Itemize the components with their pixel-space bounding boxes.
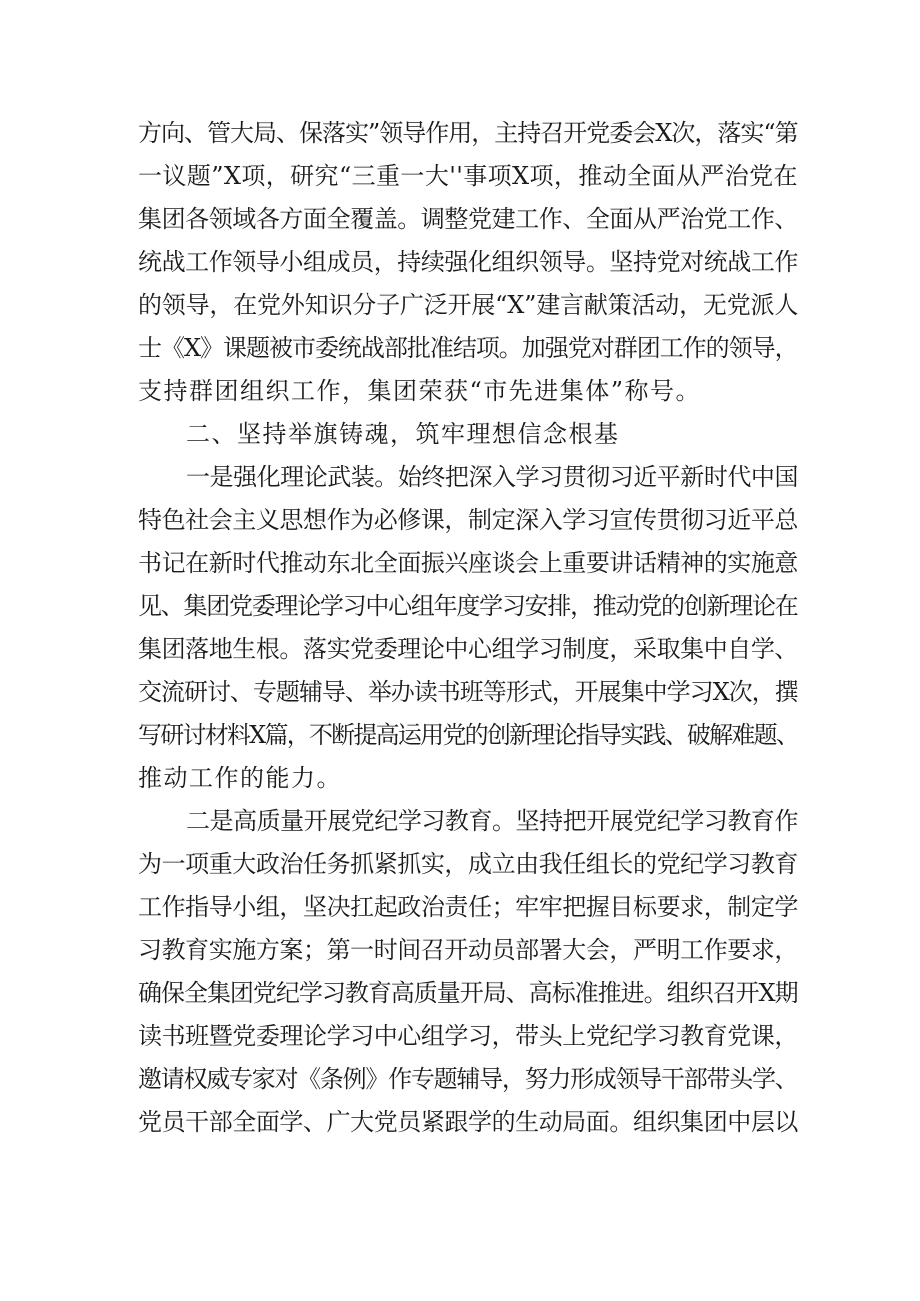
paragraph-party-leadership: [138, 112, 798, 413]
paragraph-discipline-education: [138, 800, 798, 1144]
text-line: 方向、管大局、保落实”领导作用，主持召开党委会X次，落实“第: [138, 119, 798, 147]
text-line: 支持群团组织工作，集团荣获“市先进集体”称号。: [138, 377, 702, 405]
section-heading: [138, 413, 798, 456]
text-line: 为一项重大政治任务抓紧抓实，成立由我任组长的党纪学习教育: [138, 850, 798, 878]
text-line: 邀请权威专家对《条例》作专题辅导，努力形成领导干部带头学、: [138, 1065, 798, 1093]
text-line: 党员干部全面学、广大党员紧跟学的生动局面。组织集团中层以: [138, 1108, 798, 1136]
text-line: 的领导，在党外知识分子广泛开展“X”建言献策活动，无党派人: [138, 291, 799, 319]
text-line: 集团各领域各方面全覆盖。调整党建工作、全面从严治党工作、: [138, 205, 798, 233]
text-line: 交流研讨、专题辅导、举办读书班等形式，开展集中学习X次，撰: [138, 678, 798, 706]
text-line: 集团落地生根。落实党委理论中心组学习制度，采取集中自学、: [138, 635, 798, 663]
text-line: 读书班暨党委理论学习中心组学习，带头上党纪学习教育党课，: [138, 1022, 798, 1050]
text-line: 确保全集团党纪学习教育高质量开局、高标准推进。组织召开X期: [138, 979, 798, 1007]
text-line: 习教育实施方案；第一时间召开动员部署大会，严明工作要求，: [138, 936, 798, 964]
text-line: 一议题”X项，研究“三重一大''事项X项，推动全面从严治党在: [138, 162, 798, 190]
text-line: 见、集团党委理论学习中心组年度学习安排，推动党的创新理论在: [138, 592, 798, 620]
section-heading-text: 二、坚持举旗铸魂，筑牢理想信念根基: [186, 420, 620, 448]
text-line: 二是高质量开展党纪学习教育。坚持把开展党纪学习教育作: [186, 807, 798, 835]
text-line: 士《X》课题被市委统战部批准结项。加强党对群团工作的领导，: [138, 334, 798, 362]
text-line: 工作指导小组，坚决扛起政治责任；牢牢把握目标要求，制定学: [138, 893, 798, 921]
text-line: 一是强化理论武装。始终把深入学习贯彻习近平新时代中国: [186, 463, 798, 491]
text-line: 书记在新时代推动东北全面振兴座谈会上重要讲话精神的实施意: [138, 549, 798, 577]
text-line: 推动工作的能力。: [138, 764, 342, 792]
text-line: 统战工作领导小组成员，持续强化组织领导。坚持党对统战工作: [138, 248, 798, 276]
text-line: 写研讨材料X篇，不断提高运用党的创新理论指导实践、破解难题、: [138, 721, 799, 749]
paragraph-theory-study: [138, 456, 798, 800]
text-line: 特色社会主义思想作为必修课，制定深入学习宣传贯彻习近平总: [138, 506, 798, 534]
